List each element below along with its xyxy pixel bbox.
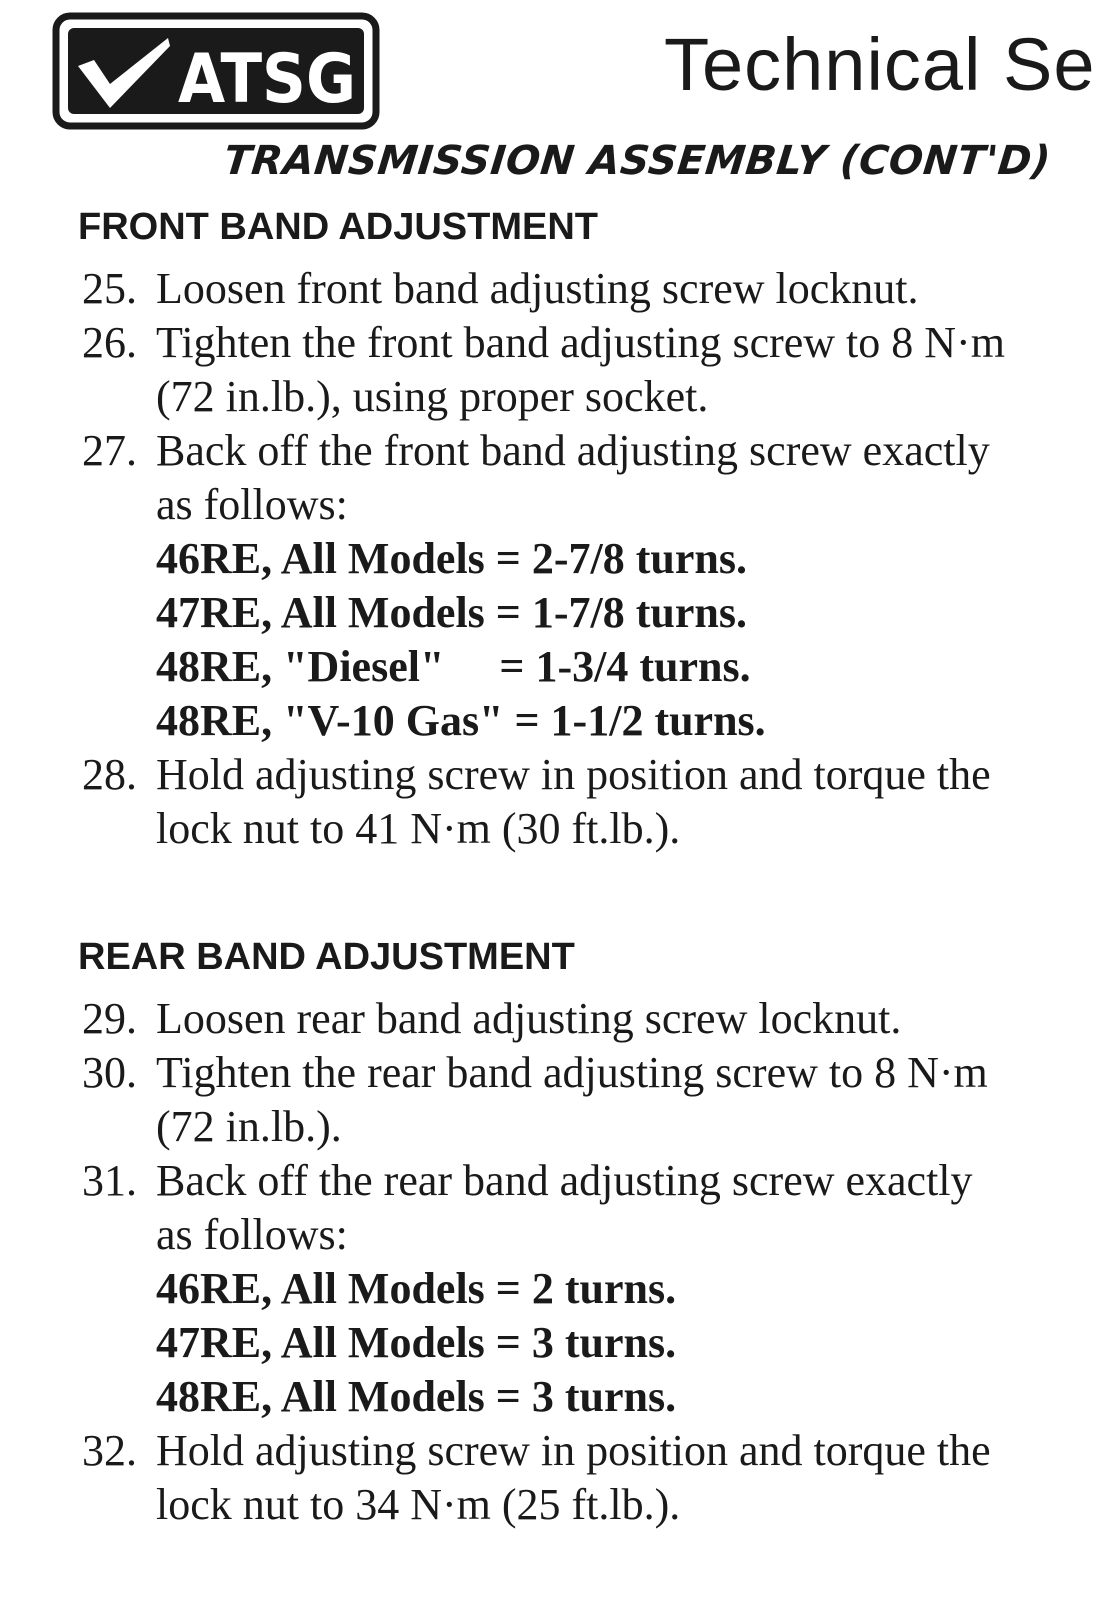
- rear-band-heading: REAR BAND ADJUSTMENT: [78, 936, 575, 978]
- step-32: [82, 1424, 1082, 1532]
- step-number: 30.: [82, 1048, 137, 1097]
- step-text: lock nut to 41 N·m (30 ft.lb.).: [156, 804, 681, 853]
- page-title: Technical Se: [664, 23, 1096, 106]
- step-text: Loosen front band adjusting screw locknut.: [156, 264, 919, 313]
- step-number: 27.: [82, 426, 137, 475]
- spec-item: 48RE, "Diesel" = 1-3/4 turns.: [156, 642, 751, 691]
- spec-item: 48RE, All Models = 3 turns.: [156, 1372, 677, 1421]
- logo-text: ATSG: [178, 40, 356, 119]
- step-30: [82, 1046, 1082, 1154]
- spec-list: [156, 1262, 1082, 1424]
- step-text: Tighten the front band adjusting screw to 8 N·m: [156, 318, 1005, 367]
- step-number: 29.: [82, 994, 137, 1043]
- section-title: TRANSMISSION ASSEMBLY (CONT'D): [221, 138, 1053, 184]
- checkmark-icon: [74, 34, 172, 108]
- step-text: (72 in.lb.), using proper socket.: [156, 372, 709, 421]
- step-text: Back off the rear band adjusting screw exactly: [156, 1156, 973, 1205]
- step-number: 32.: [82, 1426, 137, 1475]
- step-number: 25.: [82, 264, 137, 313]
- step-text: as follows:: [156, 1210, 348, 1259]
- spec-item: 47RE, All Models = 1-7/8 turns.: [156, 588, 747, 637]
- spec-item: 47RE, All Models = 3 turns.: [156, 1318, 677, 1367]
- step-text: Loosen rear band adjusting screw locknut.: [156, 994, 902, 1043]
- step-29: [82, 992, 1082, 1046]
- step-text: (72 in.lb.).: [156, 1102, 342, 1151]
- step-text: as follows:: [156, 480, 348, 529]
- spec-item: 48RE, "V-10 Gas" = 1-1/2 turns.: [156, 696, 766, 745]
- step-text: Back off the front band adjusting screw exactly: [156, 426, 990, 475]
- step-number: 26.: [82, 318, 137, 367]
- step-text: Hold adjusting screw in position and torque the: [156, 750, 991, 799]
- spec-item: 46RE, All Models = 2 turns.: [156, 1264, 677, 1313]
- step-text: Hold adjusting screw in position and torque the: [156, 1426, 991, 1475]
- front-band-steps: [82, 262, 1082, 856]
- step-27: [82, 424, 1082, 748]
- step-25: [82, 262, 1082, 316]
- step-text: lock nut to 34 N·m (25 ft.lb.).: [156, 1480, 681, 1529]
- atsg-logo: [52, 12, 380, 130]
- step-text: Tighten the rear band adjusting screw to 8 N·m: [156, 1048, 988, 1097]
- step-number: 31.: [82, 1156, 137, 1205]
- spec-list: [156, 532, 1082, 748]
- spec-item: 46RE, All Models = 2-7/8 turns.: [156, 534, 747, 583]
- step-number: 28.: [82, 750, 137, 799]
- step-26: [82, 316, 1082, 424]
- front-band-heading: FRONT BAND ADJUSTMENT: [78, 206, 599, 248]
- step-31: [82, 1154, 1082, 1424]
- rear-band-steps: [82, 992, 1082, 1532]
- step-28: [82, 748, 1082, 856]
